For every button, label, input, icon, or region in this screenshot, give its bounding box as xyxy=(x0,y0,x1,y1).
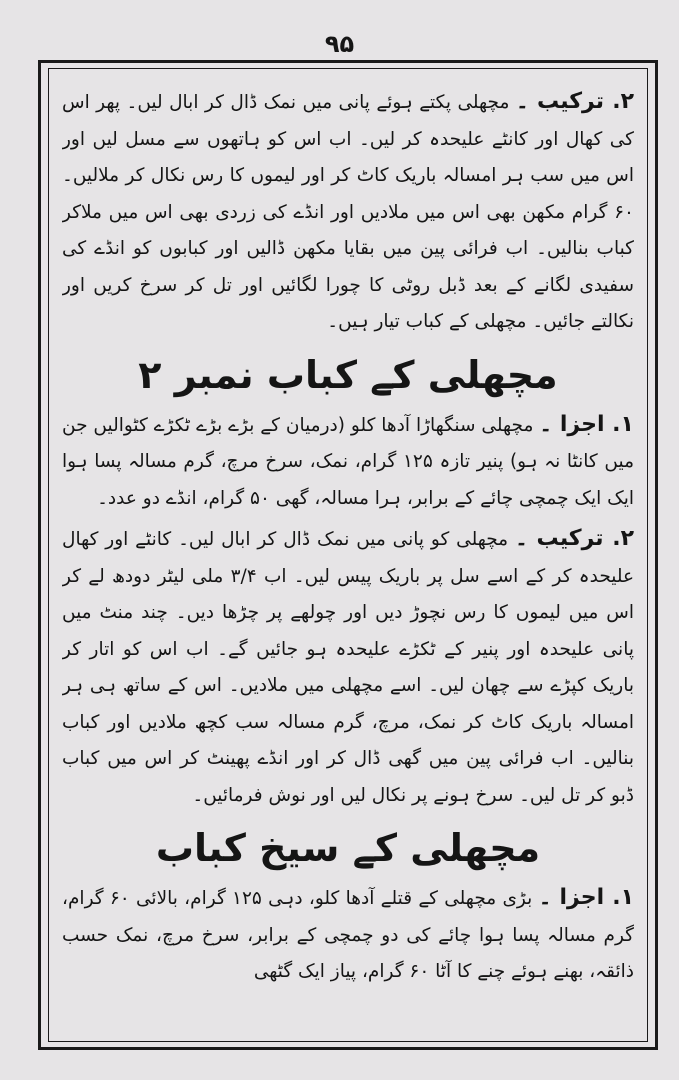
method-paragraph-1 xyxy=(62,84,634,341)
method-paragraph-2 xyxy=(62,521,634,814)
ingredients-lead-2: ۱. اجزا ۔ xyxy=(539,411,634,437)
recipe-heading-seekh-kebab: مچھلی کے سیخ کباب xyxy=(155,826,541,870)
ingredients-lead-3: ۱. اجزا ۔ xyxy=(538,885,634,910)
method-lead-1: ۲. ترکیب ۔ xyxy=(515,89,634,114)
page-content xyxy=(62,80,634,1030)
ingredients-paragraph-3 xyxy=(62,880,634,991)
ingredients-paragraph-2 xyxy=(62,407,634,518)
method-lead-2: ۲. ترکیب ۔ xyxy=(514,526,634,551)
method-text-2: مچھلی کو پانی میں نمک ڈال کر ابال لیں۔ کانٹے اور کھال علیحدہ کر کے اسے سل پر باریک پیس لیں۔ اب ۳/۴ ملی لیٹر دودھ لے کر اس میں لیموں کا رس نچوڑ دیں اور چولھے پر چڑھا دیں۔ چند منٹ میں پانی علیحدہ اور پنیر کے ٹکڑے علیحدہ ہو جائیں گے۔ اب اس کو اتار کر باریک کپڑے سے چھان لیں۔ اسے مچھلی میں ملادیں۔ اس کے ساتھ ہی ہر امسالہ باریک کاٹ کر نمک، مرچ، گرم مسالہ سب کچھ ملادیں اور کباب بنالیں۔ اب فرائی پین میں گھی ڈال کر اور انڈے پھینٹ کر اس میں کباب ڈبو کر تل لیں۔ سرخ ہونے پر نکال لیں اور نوش فرمائیں۔ xyxy=(62,529,634,806)
ingredients-text-3: بڑی مچھلی کے قتلے آدھا کلو، دہی ۱۲۵ گرام، بالائی ۶۰ گرام، گرم مسالہ پسا ہوا چائے کی دو چمچی کے برابر، سرخ مرچ، نمک حسب ذائقہ، بھنے ہوئے چنے کا آٹا ۶۰ گرام، پیاز ایک گٹھی xyxy=(62,888,634,982)
ingredients-text-2: مچھلی سنگھاڑا آدھا کلو (درمیان کے بڑے بڑے ٹکڑے کٹوالیں جن میں کانٹا نہ ہو) پنیر تازہ ۱۲۵ گرام، نمک، سرخ مرچ، گرم مسالہ پسا ہوا ایک ایک چمچی چائے کے برابر، ہرا مسالہ، گھی ۵۰ گرام، انڈے دو عدد۔ xyxy=(62,414,634,509)
page-number: ۹۵ xyxy=(324,30,355,58)
method-text-1: مچھلی پکتے ہوئے پانی میں نمک ڈال کر ابال لیں۔ پھر اس کی کھال اور کانٹے علیحدہ کر لیں۔ اب اس کو ہاتھوں سے مسل لیں اور اس میں سب ہر امسالہ باریک کاٹ کر اور لیموں کا رس نکال کر ملالیں۔ ۶۰ گرام مکھن بھی اس میں ملادیں اور انڈے کی زردی بھی اس میں ملاکر کباب بنالیں۔ اب فرائی پین میں بقایا مکھن ڈالیں اور کبابوں کو انڈے کی سفیدی لگانے کے بعد ڈبل روٹی کا چورا لگائیں اور تل کر سرخ کریں اور نکالتے جائیں۔ مچھلی کے کباب تیار ہیں۔ xyxy=(62,92,634,332)
recipe-heading-kebab-2: مچھلی کے کباب نمبر ۲ xyxy=(138,352,558,397)
